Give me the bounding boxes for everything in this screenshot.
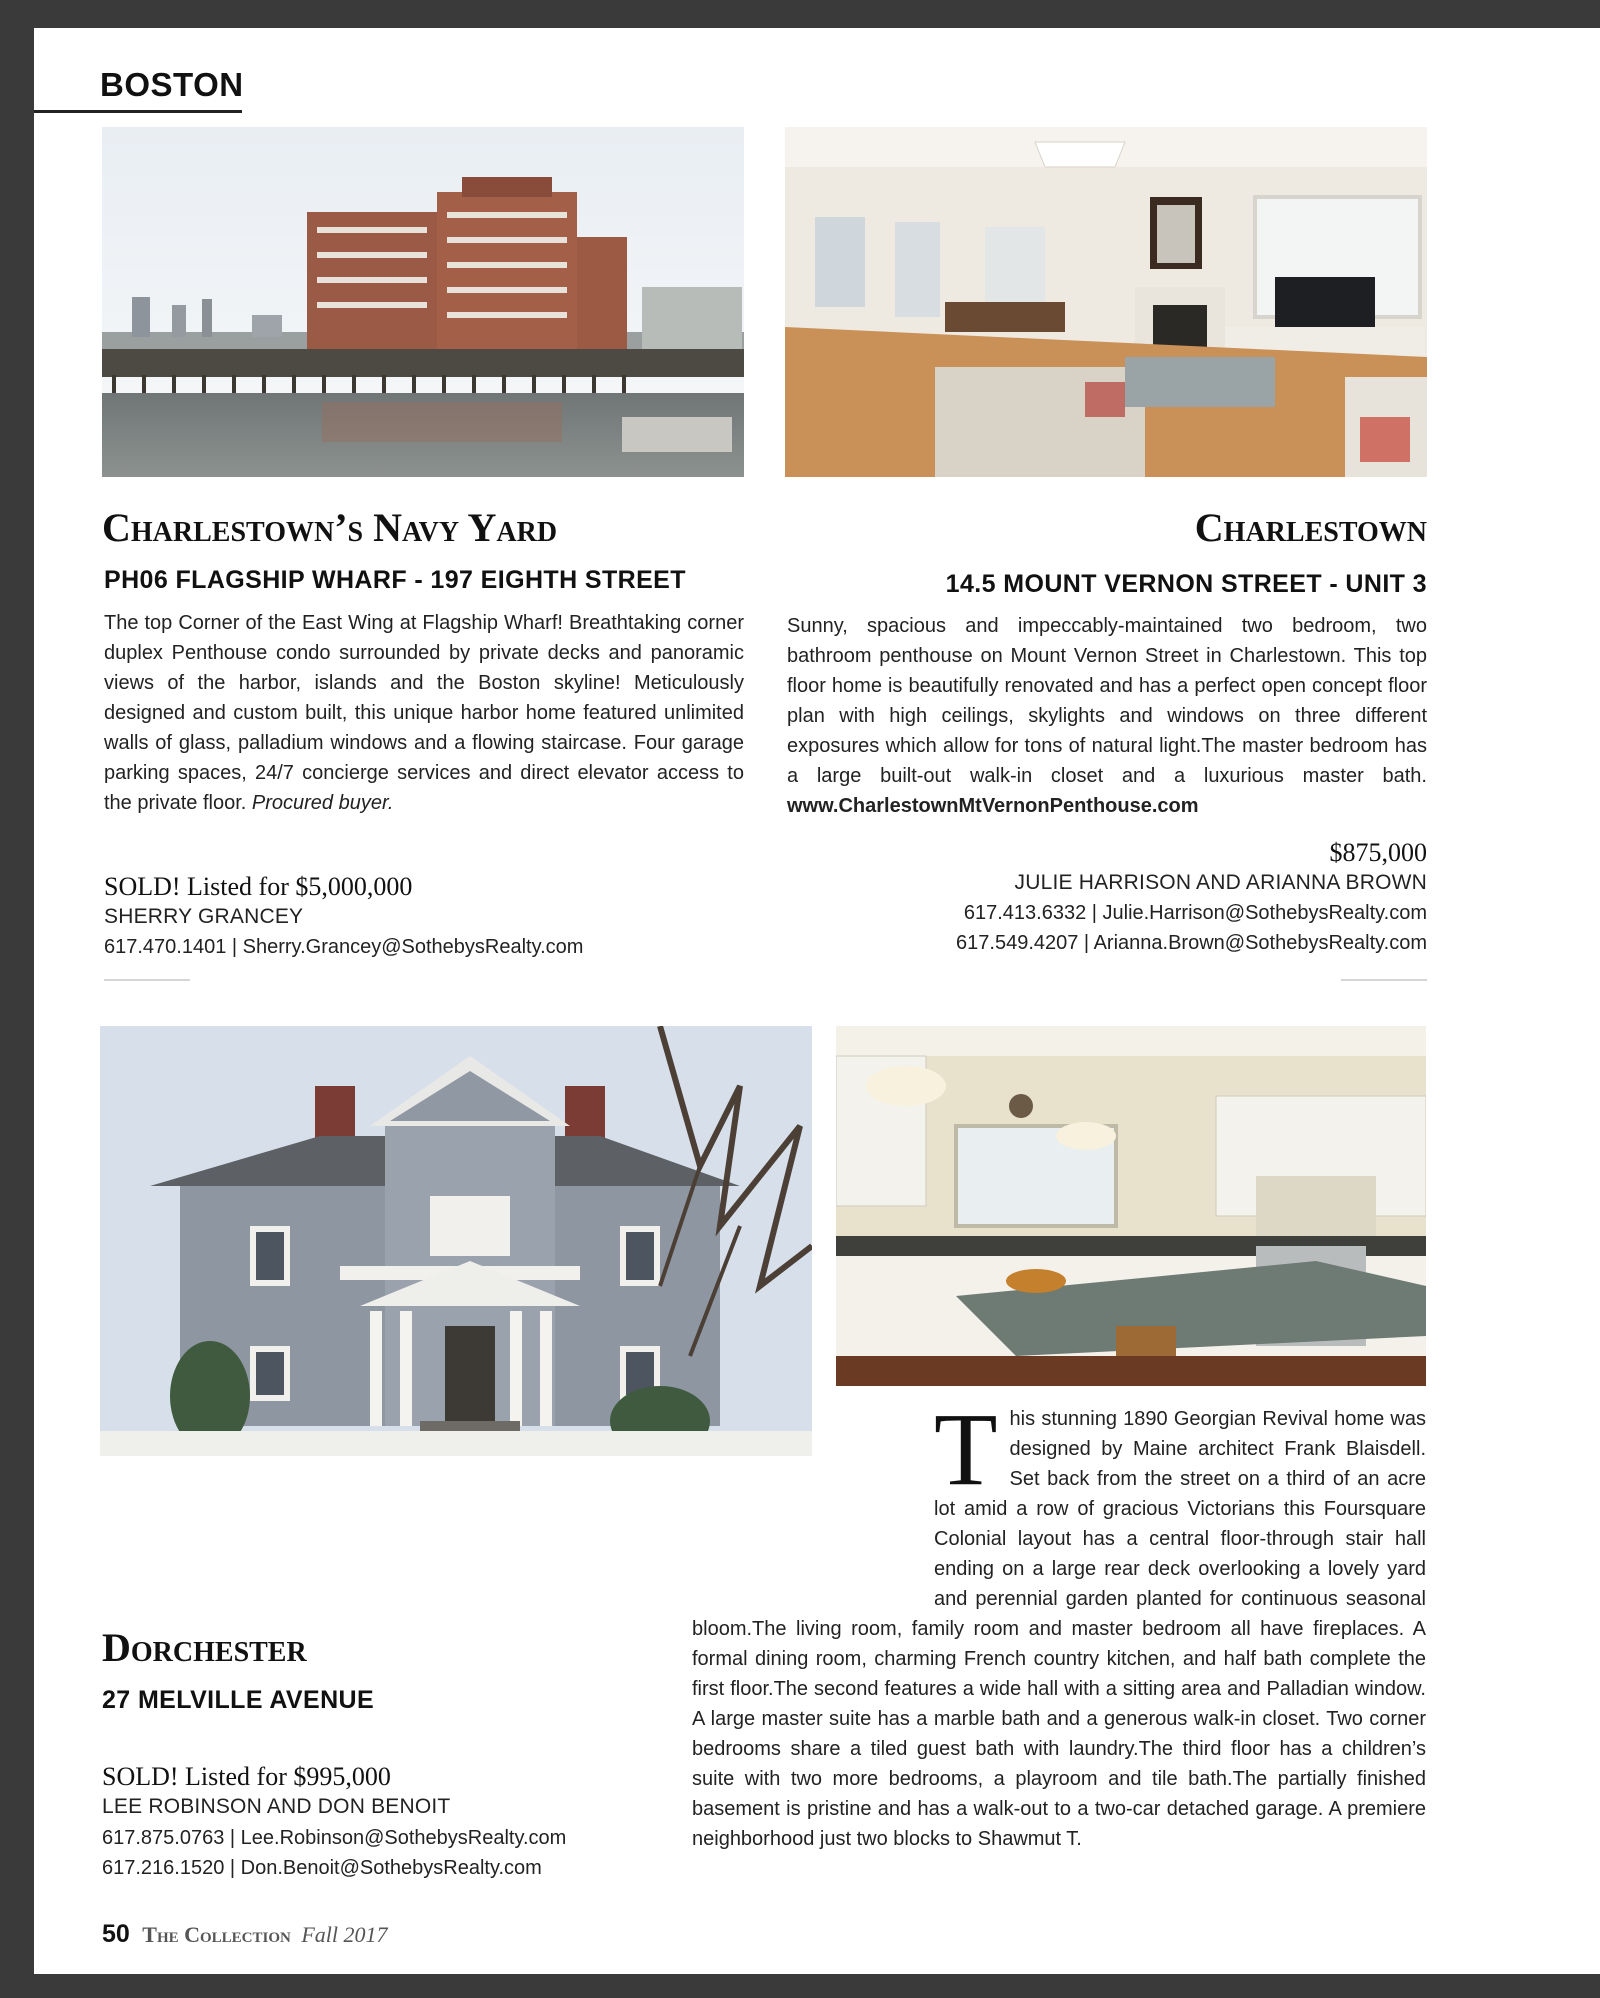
listing1-description: The top Corner of the East Wing at Flagship Wharf! Breathtaking corner duplex Penthouse condo surrounded by private decks and panoramic views of the harbor, islands and the Boston skyline! Meticulously designed and custom built, this unique harbor home featured unlimited walls of glass, palladium windows and a flowing staircase. Four garage parking spaces, 24/7 concierge services and direct elevator access to the private floor. Procured buyer.: [104, 612, 744, 814]
listing2-title: Charlestown: [1194, 505, 1427, 550]
listing3-contact2: 617.216.1520 | Don.Benoit@SothebysRealty.com: [102, 1857, 542, 1879]
listing2-description: Sunny, spacious and impeccably-maintained two bedroom, two bathroom penthouse on Mount Vernon Street in Charlestown. This top floor home is beautifully renovated and has a perfect open concept floor plan with high ceilings, skylights and windows on three different exposures which allow for tons of natural light.The master bedroom has a large built-out walk-in closet and a luxurious master bath. www.CharlestownMtVernonPenthouse.com: [787, 615, 1427, 817]
listing2-price: $875,000: [1329, 838, 1427, 867]
listing1-status: SOLD! Listed for $5,000,000: [104, 872, 413, 901]
listing2-website[interactable]: www.CharlestownMtVernonPenthouse.com: [787, 795, 1199, 817]
listing2-rule: [1341, 979, 1427, 981]
listing1-address: PH06 FLAGSHIP WHARF - 197 EIGHTH STREET: [104, 566, 686, 594]
photo-dorchester-house: [100, 1026, 812, 1456]
page-footer: [102, 1920, 387, 1949]
page-number: 50: [102, 1920, 130, 1948]
section-label: BOSTON: [100, 66, 244, 103]
listing3-dropcap: T: [934, 1392, 998, 1507]
magazine-page: [34, 28, 1600, 1974]
listing1-agent: SHERRY GRANCEY: [104, 905, 304, 928]
listing3-title: Dorchester: [102, 1625, 307, 1670]
listing3-status: SOLD! Listed for $995,000: [102, 1762, 391, 1791]
magazine-name: The Collection: [142, 1922, 291, 1947]
listing3-description: T his stunning 1890 Georgian Revival home was designed by Maine architect Frank Blaisdell. Set back from the street on a third of an acre lot amid a row of gracious Victorians this Foursquare Colonial layout has a central floor-through stair hall ending on a large rear deck overlooking a lovely yard and perennial garden planted for continuous seasonal bloom.The living room, family room and master bedroom all have fireplaces. A formal dining room, charming French country kitchen, and half bath complete the first floor.The second features a wide hall with a sitting area and Palladian window. A large master suite has a marble bath and a generous walk-in closet. Two corner bedrooms share a tiled guest bath with laundry.The third floor has a children’s suite with two more bedrooms, a playroom and tile bath.The partially finished basement is pristine and has a walk-out to a two-car detached garage. A premiere neighborhood just two blocks to Shawmut T.: [692, 1392, 1426, 1850]
magazine-season: Fall 2017: [301, 1922, 388, 1947]
listing2-contact2: 617.549.4207 | Arianna.Brown@SothebysRealty.com: [956, 932, 1427, 954]
section-rule: [34, 110, 242, 113]
listing1-rule: [104, 979, 190, 981]
listing3-agents: LEE ROBINSON AND DON BENOIT: [102, 1795, 451, 1818]
listing1-note: Procured buyer.: [251, 792, 394, 814]
listing2-address: 14.5 MOUNT VERNON STREET - UNIT 3: [945, 570, 1427, 598]
photo-flagship-wharf: [102, 127, 744, 477]
text-wrap-spacer: [692, 1404, 934, 1614]
photo-charlestown-interior: [785, 127, 1427, 477]
listing3-contact1: 617.875.0763 | Lee.Robinson@SothebysRealty.com: [102, 1827, 567, 1849]
photo-dorchester-kitchen: [836, 1026, 1426, 1386]
listing1-title: Charlestown’s Navy Yard: [102, 505, 558, 550]
listing2-contact1: 617.413.6332 | Julie.Harrison@SothebysRealty.com: [963, 902, 1427, 924]
listing2-agents: JULIE HARRISON AND ARIANNA BROWN: [1014, 871, 1427, 894]
listing3-address: 27 MELVILLE AVENUE: [102, 1686, 375, 1714]
listing1-contact: 617.470.1401 | Sherry.Grancey@SothebysRealty.com: [104, 936, 584, 958]
